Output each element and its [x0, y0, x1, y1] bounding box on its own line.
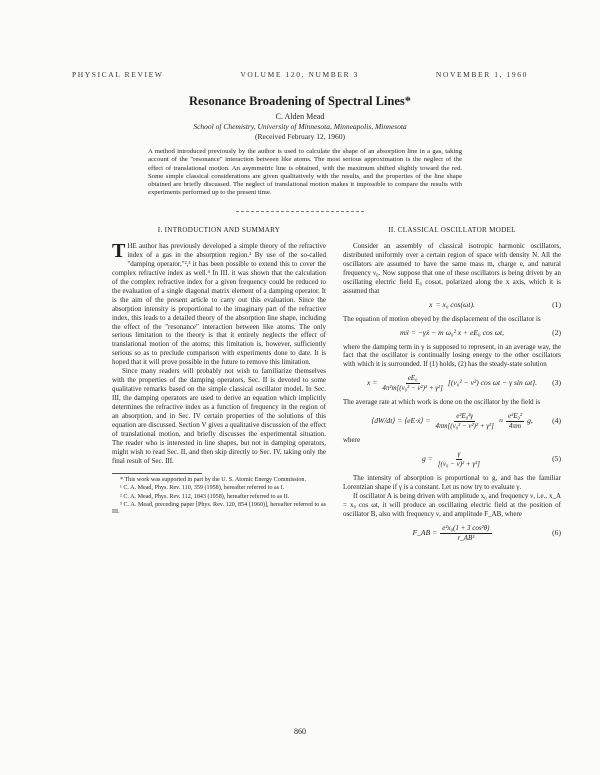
- equation-1-rhs: = x₀ cos(ωt).: [435, 299, 475, 309]
- fraction-denominator: 4π²m[(ν₀² − ν²)² + γ²]: [382, 384, 443, 393]
- issue-date: NOVEMBER 1, 1960: [435, 70, 528, 79]
- section-heading-introduction: I. INTRODUCTION AND SUMMARY: [157, 226, 281, 234]
- equation-5: [343, 450, 561, 469]
- footnote: ¹ C. A. Mead, Phys. Rev. 110, 359 (1958), hereafter referred to as I.: [120, 485, 285, 492]
- fraction-numerator: e²E₀²γ: [456, 412, 474, 421]
- fraction-numerator: γ: [457, 450, 461, 459]
- running-head: [72, 70, 528, 79]
- page-number: 860: [294, 727, 306, 736]
- footnote: ³ C. A. Mead, preceding paper [Phys. Rev. 120, 854 (1960)], hereafter referred to as III.: [112, 502, 326, 516]
- model-paragraph-5: where: [343, 436, 361, 445]
- fraction-denominator: [(ν₀ − ν)² + γ²]: [437, 460, 480, 469]
- equation-4-tail: g,: [527, 416, 533, 426]
- equation-4-lhs: ⟨dW/dt⟩ = ⟨eE·ẋ⟩ =: [371, 416, 431, 426]
- equation-3-lhs: x =: [366, 378, 378, 388]
- journal-name: PHYSICAL REVIEW: [72, 70, 164, 79]
- equation-4-fraction-a: [433, 412, 495, 431]
- equation-3: [343, 374, 561, 393]
- paper-title: Resonance Broadening of Spectral Lines*: [189, 94, 411, 108]
- model-paragraph-3: where the damping term in γ is supposed to represent, in an average way, the fact that the oscillator is continually losing energy to the other oscillators with which it is surrounded. If (1) holds, (2) has the steady-state solution: [343, 342, 561, 369]
- equation-number: (1): [552, 299, 561, 309]
- equation-2: [343, 329, 561, 338]
- equation-4: [343, 412, 561, 431]
- intro-paragraph-2: Since many readers will probably not wish to familiarize themselves with the properties of the damping operators, Sec. II is devoted to some qualitative remarks based on the simple classical oscillator model. In Sec. III, the damping operators are used to derive an equation which implicitly determines the refractive index as a function of frequency in the region of an absorption, and in Sec. IV certain properties of the solutions of this equation are discussed. Section V gives a qualitative discussion of the effect of translational motion, and briefly discusses the experimental situation. The reader who is interested in line shapes, but not in damping operators, might wish to read Sec. II, and then skip directly to Sec. IV, taking only the final result of Sec. III.: [112, 367, 326, 465]
- equation-number: (5): [552, 454, 561, 464]
- footnote: * This work was supported in part by the U. S. Atomic Energy Commission.: [120, 476, 306, 483]
- equation-number: (3): [552, 378, 561, 388]
- fraction-denominator: 4πm[(ν₀² − ν²)² + γ²]: [435, 422, 494, 431]
- left-column: [112, 226, 326, 518]
- received-date: (Received February 12, 1960): [255, 132, 345, 141]
- equation-1: [343, 301, 561, 310]
- approx-sign: ≈: [498, 416, 504, 426]
- fraction-numerator: e²E₀²: [508, 412, 523, 421]
- equation-1-lhs: x: [429, 299, 433, 309]
- model-paragraph-4: The average rate at which work is done on the oscillator by the field is: [343, 398, 541, 407]
- equation-6: [343, 524, 561, 543]
- section-heading-classical-model: II. CLASSICAL OSCILLATOR MODEL: [388, 226, 516, 234]
- abstract-separator: [236, 211, 364, 212]
- equation-5-fraction: [436, 450, 482, 469]
- model-paragraph-2: The equation of motion obeyed by the displacement of the oscillator is: [343, 314, 541, 323]
- footnote: ² C. A. Mead, Phys. Rev. 112, 1843 (1958), hereafter referred to as II.: [120, 493, 290, 500]
- equation-number: (2): [552, 327, 561, 337]
- model-paragraph-1: Consider an assembly of classical isotropic harmonic oscillators, distributed uniformly over a certain region of space with density N. All the oscillators are assumed to have the same mass m, charge e, and natural frequency ν₀. Now suppose that one of these oscillators is being driven by an oscillating electric field E₀ cosωt, polarized along the x axis, which it is assumed that: [343, 241, 561, 295]
- intro-paragraph-1-text: HE author has previously developed a simple theory of the refractive index of a gas in the absorption region.¹ By use of the so-called "damping operator,"²,³ it has been possible to extend this to cover the complex refractive index as well.⁴ In III. it was shown that the calculation of the complex refractive index for a given frequency could be reduced to the evaluation of a single diagonal matrix element of a damping operator. It is the aim of the present article to carry out this evaluation. Since the absorption intensity is proportional to the imaginary part of the refractive index, this leads to a detailed theory of the absorption line shape, including the effect of the "resonance" interaction between like atoms. The only serious limitation to the theory is that it entirely neglects the effect of translational motion of the atoms; this limitation is, however, sufficiently serious so as to preclude comparison with experiments done to date. It is hoped that it will prove possible in the future to remove this limitation.: [112, 241, 326, 367]
- equation-6-lhs: F_AB =: [412, 527, 438, 537]
- equation-number: (4): [552, 416, 561, 426]
- fraction-denominator: r_AB³: [457, 533, 475, 542]
- equation-3-tail: [(ν₀² − ν²) cos ωt − γ sin ωt].: [447, 378, 538, 388]
- author-name: C. Alden Mead: [275, 112, 325, 121]
- author-affiliation: School of Chemistry, University of Minnesota, Minneapolis, Minnesota: [193, 122, 407, 131]
- volume-number: VOLUME 120, NUMBER 3: [240, 70, 360, 79]
- right-column: [343, 226, 561, 548]
- fraction-numerator: eE₀: [407, 374, 418, 383]
- equation-3-fraction: [380, 374, 445, 393]
- equation-number: (6): [552, 527, 561, 537]
- equation-2-body: mẍ = −γẋ − m ω₀² x + eE₀ cos ωt,: [400, 327, 504, 337]
- drop-cap: T: [112, 239, 126, 262]
- fraction-denominator: 4πm: [509, 422, 522, 431]
- equation-5-lhs: g =: [422, 454, 433, 464]
- model-paragraph-7: If oscillator A is being driven with amplitude x₀ and frequency ν, i.e., x_A = x₀ cos ωt, it will produce an oscillating electric field at the position of oscillator B, also with frequency ν, and amplitude F_AB, where: [343, 491, 561, 518]
- abstract: A method introduced previously by the author is used to calculate the shape of an absorption line in a gas, taking account of the "resonance" interaction between like atoms. The most serious approximation is the neglect of the effect of translational motion. An asymmetric line is obtained, with the maximum shifted slightly toward the red. Some simple classical considerations are given qualitatively with the results, and the properties of the line shape obtained are briefly discussed. The neglect of translational motion makes it impossible to compare the results with experiments performed up to the present time.: [148, 148, 462, 197]
- model-paragraph-6: The intensity of absorption is proportional to g, and has the familiar Lorentzian shape if γ is a constant. Let us now try to evaluate γ.: [343, 474, 561, 491]
- equation-4-fraction-b: [506, 412, 524, 431]
- equation-6-fraction: [440, 524, 491, 543]
- fraction-numerator: e²x₀(1 + 3 cos²θ): [442, 523, 490, 532]
- intro-paragraph-1: [112, 239, 326, 367]
